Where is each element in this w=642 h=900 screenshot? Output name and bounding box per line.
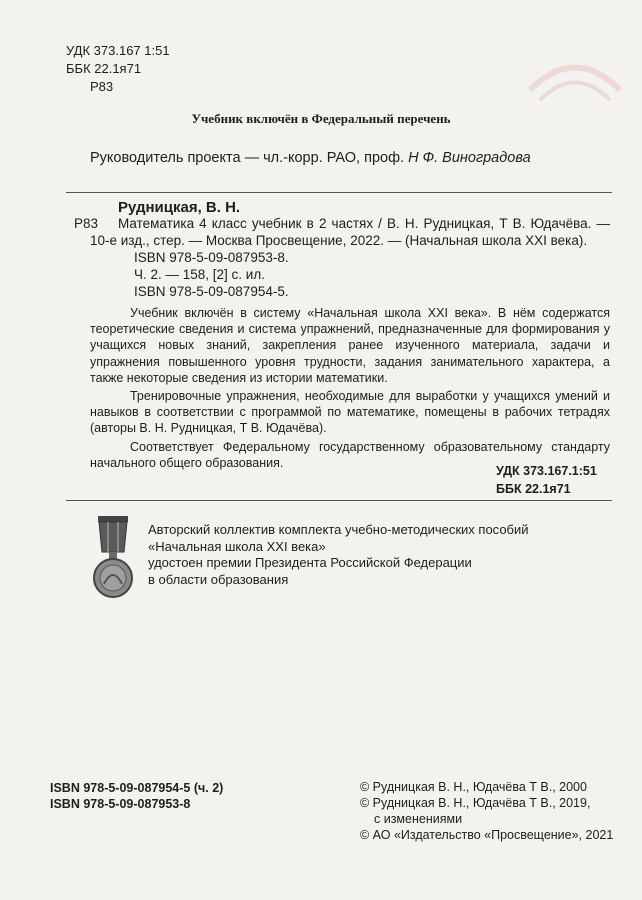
federal-list-notice: Учебник включён в Федеральный перечень (191, 111, 451, 126)
record-isbn-part: ISBN 978-5-09-087954-5. (134, 284, 289, 299)
isbn-list (50, 780, 223, 812)
author-sign: Р83 (90, 79, 114, 94)
copyright-line: © АО «Издательство «Просвещение», 2021 (360, 828, 614, 842)
award-line: в области образования (148, 571, 289, 587)
udk-code: УДК 373.167 1:51 (66, 43, 170, 58)
project-leader-title: Руководитель проекта — чл.-корр. РАО, проф. (90, 150, 405, 166)
isbn-part-2: ISBN 978-5-09-087954-5 (ч. 2) (50, 781, 224, 795)
record-sign: Р83 (74, 216, 99, 231)
record-author: Рудницкая, В. Н. (118, 199, 241, 216)
project-leader-name: Н Ф. Виноградова (408, 150, 531, 166)
udk-code-full: УДК 373.167.1:51 (496, 464, 597, 478)
abstract-paragraph: Учебник включён в систему «Начальная школа XXI века». В нём содержатся теоретические сведения и система упражнений, предназначенные для формирования у учащихся новых знаний, закрепления ранее изученного материала, задачи и упражнения повышенного уровня трудности, задания занимательного характера, а также некоторые сведения из истории математики. (90, 306, 610, 385)
medal-icon (92, 514, 136, 606)
award-line: Авторский коллектив комплекта учебно-методических пособий (148, 522, 529, 537)
bbk-code: ББК 22.1я71 (66, 61, 142, 76)
copyright-line: © Рудницкая В. Н., Юдачёва Т В., 2000 (360, 780, 587, 794)
record-part: Ч. 2. — 158, [2] с. ил. (134, 267, 265, 282)
copyright-line: с изменениями (374, 812, 463, 826)
abstract (90, 305, 610, 473)
project-leader (90, 150, 531, 166)
award-line: «Начальная школа XXI века» (148, 538, 326, 554)
award-line: удостоен премии Президента Российской Федерации (148, 555, 472, 570)
classification-codes (496, 462, 597, 498)
bbk-code-full: ББК 22.1я71 (496, 482, 571, 496)
isbn-set: ISBN 978-5-09-087953-8 (50, 797, 191, 811)
copyright-line: © Рудницкая В. Н., Юдачёва Т В., 2019, (360, 796, 591, 810)
bibliographic-record (90, 214, 610, 300)
abstract-paragraph: Тренировочные упражнения, необходимые для выработки у учащихся умений и навыков в соответствии с программой по математике, помещены в рабочих тетрадях (авторы В. Н. Рудницкая, Т В. Юдачёва). (90, 389, 610, 436)
record-description: Математика 4 класс учебник в 2 частях / В. Н. Рудницкая, Т В. Юдачёва. — 10-е изд., стер. — Москва Просвещение, 2022. — (Начальная школа XXI века). (90, 216, 610, 248)
header-codes (66, 42, 170, 96)
bleed-through-logo (520, 40, 630, 110)
record-isbn-set: ISBN 978-5-09-087953-8. (134, 250, 289, 265)
middle-divider (66, 500, 612, 501)
abstract-paragraph: Соответствует Федеральному государственному образовательному стандарту начального общего образования. (90, 439, 610, 470)
award-text (148, 522, 529, 588)
copyright-block (360, 779, 630, 843)
top-divider (66, 192, 612, 193)
